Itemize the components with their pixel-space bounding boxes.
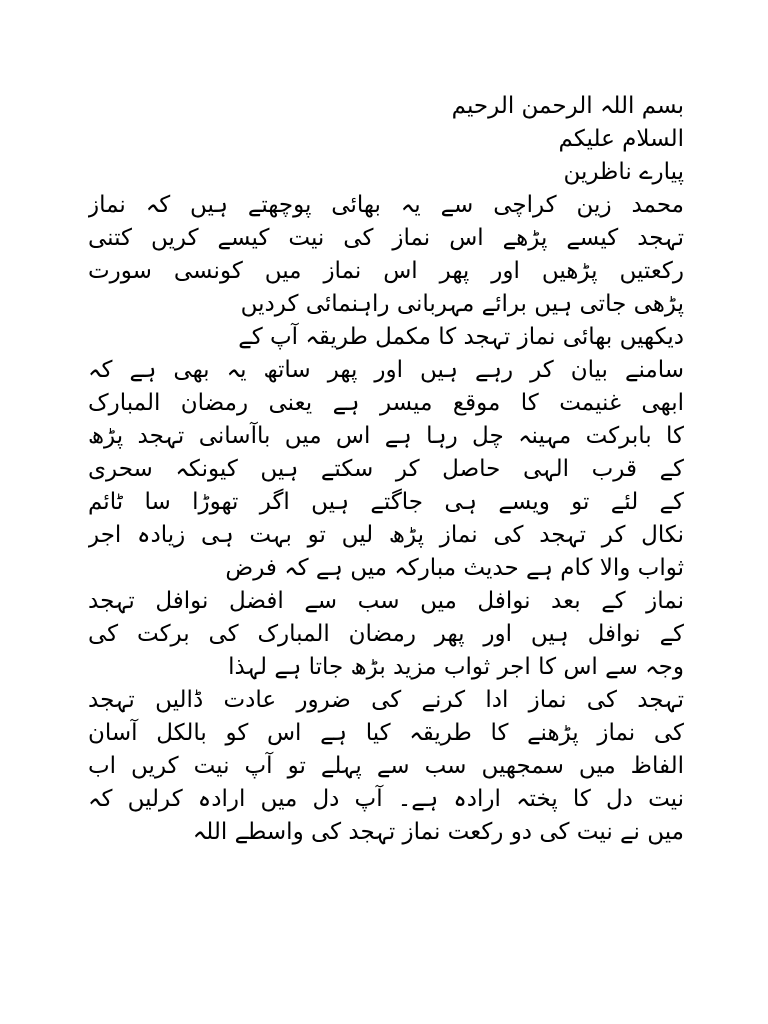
body-line: کے نوافل ہیں اور پھر رمضان المبارک کی برکت کی — [88, 621, 684, 647]
body-line: تہجد کی نماز ادا کرنے کی ضرور عادت ڈالیں تہجد — [88, 687, 684, 713]
body-line: رکعتیں پڑھیں اور پھر اس نماز میں کونسی سورت — [88, 258, 684, 284]
body-line: نکال کر تہجد کی نماز پڑھ لیں تو بہت ہی زیادہ اجر — [88, 522, 684, 548]
body-line: سامنے بیان کر رہے ہیں اور پھر ساتھ یہ بھی ہے کہ — [88, 357, 684, 383]
body-line: محمد زین کراچی سے یہ بھائی پوچھتے ہیں کہ نماز — [88, 192, 684, 218]
body-line: الفاظ میں سمجھیں سب سے پہلے تو آپ نیت کریں اب — [88, 753, 684, 779]
body-line: کا بابرکت مہینہ چل رہا ہے اس میں باآسانی تہجد پڑھ — [88, 423, 684, 449]
body-line: تہجد کیسے پڑھے اس نماز کی نیت کیسے کریں کتنی — [88, 225, 684, 251]
salutation-line: پیارے ناظرین — [563, 159, 684, 185]
body-line: ابھی غنیمت کا موقع میسر ہے یعنی رمضان المبارک — [88, 390, 684, 416]
body-line: پڑھی جاتی ہیں برائے مہربانی راہنمائی کردیں — [240, 291, 684, 317]
body-line: کے قرب الہی حاصل کر سکتے ہیں کیونکہ سحری — [88, 456, 684, 482]
body-line: نماز کے بعد نوافل میں سب سے افضل نوافل تہجد — [88, 588, 684, 614]
body-line: نیت دل کا پختہ ارادہ ہے۔ آپ دل میں ارادہ کرلیں کہ — [88, 786, 684, 812]
body-line: میں نے نیت کی دو رکعت نماز تہجد کی واسطے اللہ — [192, 819, 684, 845]
body-line: وجہ سے اس کا اجر ثواب مزید بڑھ جاتا ہے لہذا — [228, 654, 684, 680]
body-line: کے لئے تو ویسے ہی جاگتے ہیں اگر تھوڑا سا ٹائم — [88, 489, 684, 515]
body-line: ثواب والا کام ہے حدیث مبارکہ میں ہے کہ فرض — [225, 555, 684, 581]
heading-line: بسم اللہ الرحمن الرحیم — [451, 93, 684, 119]
document-body — [88, 90, 684, 849]
body-line: دیکھیں بھائی نماز تہجد کا مکمل طریقہ آپ کے — [238, 324, 684, 350]
body-line: کی نماز پڑھنے کا طریقہ کیا ہے اس کو بالکل آسان — [88, 720, 684, 746]
greeting-line: السلام علیکم — [558, 126, 684, 152]
